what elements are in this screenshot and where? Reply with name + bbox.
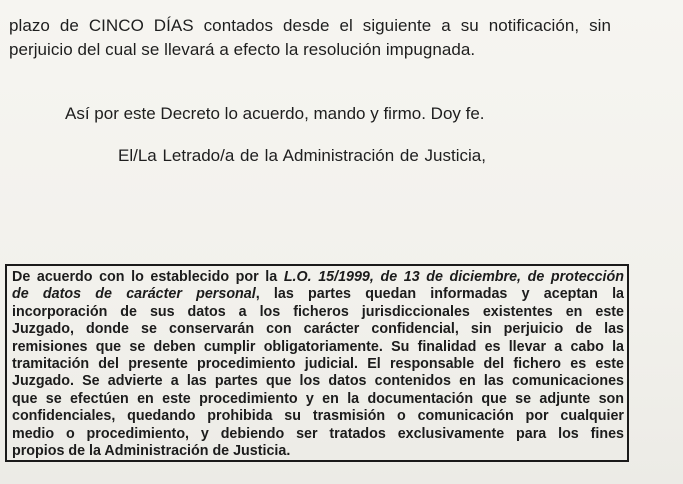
notice-line: confidenciales, quedando prohibida su trasmisión o comunicación por cualquier bbox=[12, 408, 624, 425]
signature-line: El/La Letrado/a de la Administración de Justicia, bbox=[118, 146, 486, 165]
notice-line: remisiones que se deben cumplir obligatoriamente. Su finalidad es llevar a cabo la bbox=[12, 338, 624, 355]
notice-text bbox=[12, 269, 624, 460]
notice-line: incorporación de sus datos a los ficheros jurisdiccionales existentes en este bbox=[12, 303, 624, 320]
closing-statement: Así por este Decreto lo acuerdo, mando y firmo. Doy fe. bbox=[65, 104, 485, 123]
notice-line: Juzgado, donde se conservarán con carácter confidencial, sin perjuicio de las bbox=[12, 321, 624, 338]
notice-text-segment: , las partes quedan informadas y aceptan la bbox=[255, 286, 624, 303]
resolution-paragraph bbox=[9, 14, 611, 62]
notice-line bbox=[12, 269, 624, 286]
paragraph-line: perjuicio del cual se llevará a efecto la resolución impugnada. bbox=[9, 40, 476, 59]
data-protection-notice bbox=[5, 264, 629, 462]
notice-line: tramitación del presente procedimiento judicial. El responsable del fichero es este bbox=[12, 356, 624, 373]
notice-line: que se efectúen en este procedimiento y en la documentación que se adjunte son bbox=[12, 390, 624, 407]
notice-line: propios de la Administración de Justicia. bbox=[12, 443, 291, 460]
law-reference: L.O. 15/1999, de 13 de diciembre, de protección bbox=[283, 269, 624, 285]
notice-line: medio o procedimiento, y debiendo ser tratados exclusivamente para los fines bbox=[12, 425, 624, 442]
notice-line: Juzgado. Se advierte a las partes que los datos contenidos en las comunicaciones bbox=[12, 373, 624, 390]
law-reference: de datos de carácter personal bbox=[12, 286, 256, 303]
notice-text-segment: De acuerdo con lo establecido por la bbox=[12, 269, 284, 285]
paragraph-line: plazo de CINCO DÍAS contados desde el siguiente a su notificación, sin bbox=[9, 16, 611, 35]
notice-line bbox=[12, 286, 624, 303]
